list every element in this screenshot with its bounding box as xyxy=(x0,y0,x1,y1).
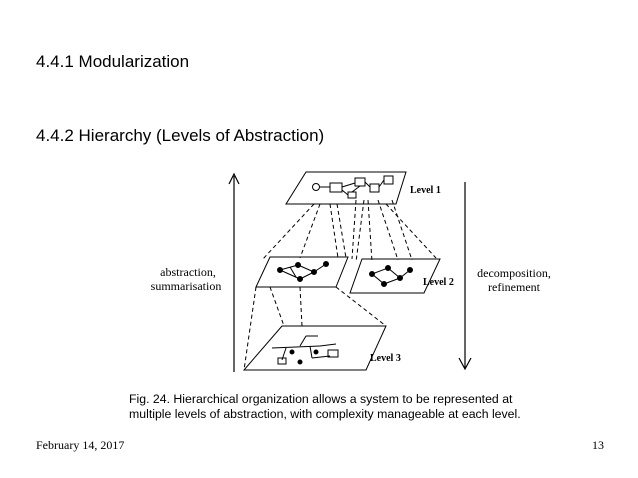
section-heading-hierarchy: 4.4.2 Hierarchy (Levels of Abstraction) xyxy=(36,126,325,145)
abstraction-arrow xyxy=(229,174,239,372)
abstraction-label-line2: summarisation xyxy=(150,279,222,293)
caption-line1: Fig. 24. Hierarchical organization allows a system to be represented at xyxy=(129,392,513,406)
footer-date: February 14, 2017 xyxy=(36,438,125,452)
decomposition-label-line1: decomposition, xyxy=(477,266,551,280)
projection-lines-upper xyxy=(262,200,436,262)
abstraction-label-line1: abstraction, xyxy=(160,265,216,279)
level1-label: Level 1 xyxy=(410,185,441,196)
level1-plane xyxy=(286,172,406,204)
figure-caption xyxy=(129,392,599,422)
level3-label: Level 3 xyxy=(370,353,401,364)
decomposition-arrow xyxy=(459,182,471,369)
level3-plane xyxy=(244,326,386,370)
level2-label: Level 2 xyxy=(423,277,454,288)
section-heading-modularization: 4.4.1 Modularization xyxy=(36,52,190,71)
page-number: 13 xyxy=(592,438,604,452)
decomposition-label-line2: refinement xyxy=(488,280,540,294)
level2-left-plane xyxy=(256,257,348,287)
caption-line2: multiple levels of abstraction, with complexity manageable at each level. xyxy=(129,407,521,421)
